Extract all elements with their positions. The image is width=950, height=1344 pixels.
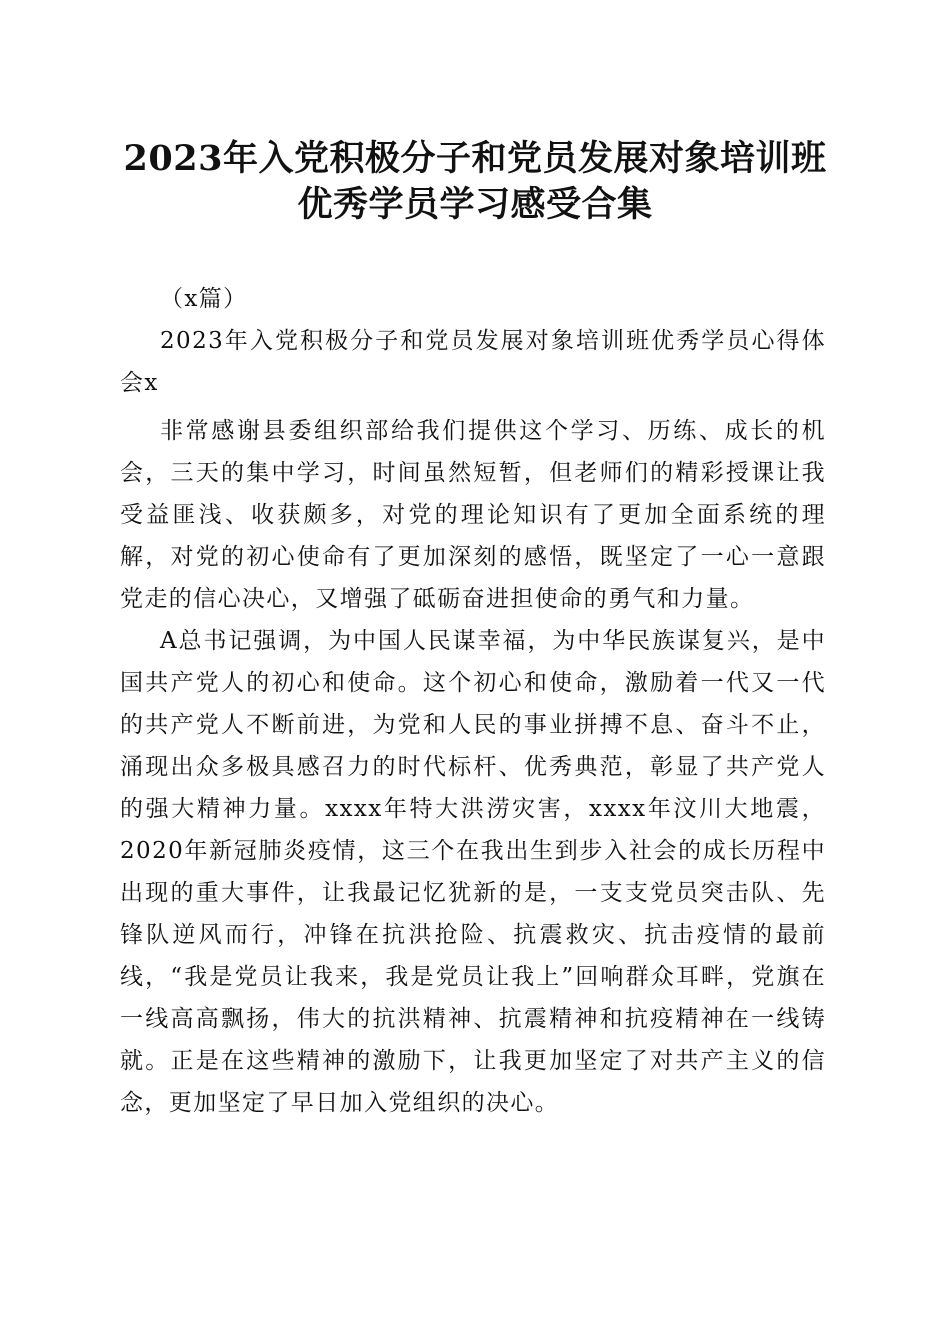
section-label: （x篇） — [160, 286, 248, 312]
paragraph-2: A总书记强调，为中国人民谋幸福，为中华民族谋复兴，是中国共产党人的初心和使命。这个初心和使命，激励着一代又一代的共产党人不断前进，为党和人民的事业拼搏不息、奋斗不止，涌现出众多极具感召力的时代标杆、优秀典范，彰显了共产党人的强大精神力量。xxxx年特大洪涝灾害，xxxx年汶川大地震，2020年新冠肺炎疫情，这三个在我出生到步入社会的成长历程中出现的重大事件，让我最记忆犹新的是，一支支党员突击队、先锋队逆风而行，冲锋在抗洪抢险、抗震救灾、抗击疫情的最前线，“我是党员让我来，我是党员让我上”回响群众耳畔，党旗在一线高高飘扬，伟大的抗洪精神、抗震精神和抗疫精神在一线铸就。正是在这些精神的激励下，让我更加坚定了对共产主义的信念，更加坚定了早日加入党组织的决心。 — [120, 628, 826, 1116]
document-body — [120, 278, 826, 1124]
paragraph-1: 非常感谢县委组织部给我们提供这个学习、历练、成长的机会，三天的集中学习，时间虽然短暂，但老师们的精彩授课让我受益匪浅、收获颇多，对党的理论知识有了更加全面系统的理解，对党的初心使命有了更加深刻的感悟，既坚定了一心一意跟党走的信心决心，又增强了砥砺奋进担使命的勇气和力量。 — [120, 418, 826, 612]
title-line-2: 优秀学员学习感受合集 — [297, 184, 653, 225]
section-subtitle: 2023年入党积极分子和党员发展对象培训班优秀学员心得体会x — [120, 328, 826, 396]
title-line-1: 2023年入党积极分子和党员发展对象培训班 — [123, 138, 827, 179]
document-title — [100, 136, 850, 228]
